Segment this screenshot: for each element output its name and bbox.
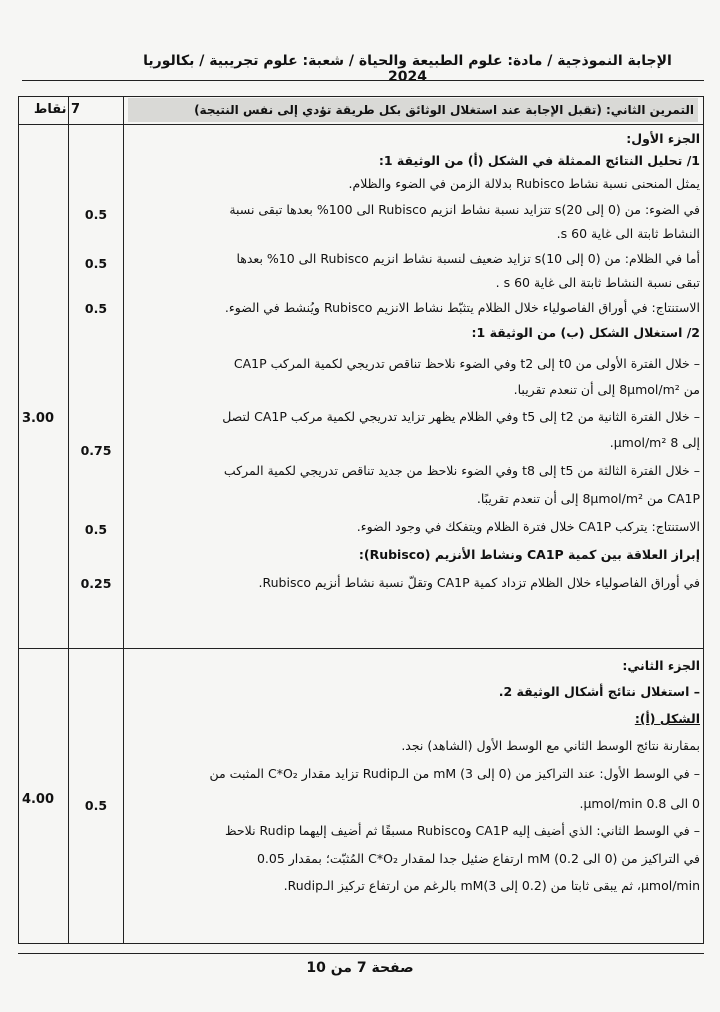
text-line: بمقارنة نتائج الوسط الثاني مع الوسط الأول (الشاهد) نجد. (401, 738, 700, 753)
text-line: µmol/min، ثم يبقى ثابتا من (0.2 إلى 3)mM بالرغم من ارتفاع تركيز الـRudip. (283, 878, 700, 893)
text-line: – في الوسط الثاني: الذي أضيف إليه CA1P وRubisco مسبقًا ثم أضيف إليهما Rudip نلاحظ (225, 823, 700, 838)
text-line: يمثل المنحنى نسبة نشاط Rubisco بدلالة الزمن في الضوء والظلام. (348, 176, 700, 191)
text-line: تبقى نسبة النشاط ثابتة الى غاية 60 s . (495, 275, 700, 290)
part-divider (18, 648, 704, 649)
part2-total: 4.00 (21, 792, 55, 807)
part1-total: 3.00 (21, 411, 55, 426)
text-line: في التراكيز من (0 الى 0.2) mM ارتفاع ضئيل جدا لمقدار C*O₂ المُثبّت؛ بمقدار 0.05 (256, 851, 700, 866)
text-line: النشاط ثابتة الى غاية 60 s. (556, 226, 700, 241)
score-cell: 0.75 (80, 443, 112, 458)
exercise-title: التمرين الثاني: (تقبل الإجابة عند استغلال الوثائق بكل طريقة تؤدي إلى نفس النتيجة) (128, 98, 698, 122)
header-rule (22, 80, 704, 81)
conclusion-line: الاستنتاج: يتركب CA1P خلال فترة الظلام ويتفكك في وجود الضوء. (356, 519, 700, 534)
exercise-points: 7 نقاط (33, 102, 81, 117)
column-divider-total (68, 96, 69, 944)
relation-heading: إبراز العلاقة بين كمية CA1P ونشاط الأنزيم (Rubisco): (358, 547, 700, 562)
conclusion-line: الاستنتاج: في أوراق الفاصولياء خلال الظلام يتثبّط نشاط الانزيم Rubisco ويُنشط في الضوء. (224, 300, 700, 315)
column-divider-score (123, 96, 124, 944)
score-cell: 0.5 (84, 207, 108, 222)
text-line: – في الوسط الأول: عند التراكيز من (0 إلى 3) mM من الـRudip تزايد مقدار C*O₂ المثبت من (209, 766, 700, 781)
figure-a-heading: الشكل (أ): (634, 711, 700, 726)
doc2-heading: – استغلال نتائج أشكال الوثيقة 2. (498, 684, 700, 699)
part2-heading: الجزء الثاني: (622, 658, 700, 673)
score-cell: 0.5 (84, 798, 108, 813)
text-line: CA1P من 8µmol/m² إلى أن تنعدم تقريبًا. (476, 491, 700, 506)
text-line: من 8µmol/m² إلى أن تنعدم تقريبا. (513, 382, 700, 397)
q1-heading: 1/ تحليل النتائج الممثلة في الشكل (أ) من الوثيقة 1: (378, 153, 700, 168)
text-line: 0 الى 0.8 µmol/min. (579, 796, 700, 811)
part1-heading: الجزء الأول: (626, 131, 700, 146)
score-cell: 0.5 (84, 522, 108, 537)
page-number: صفحة 7 من 10 (306, 960, 414, 976)
q2-heading: 2/ استغلال الشكل (ب) من الوثيقة 1: (471, 325, 700, 340)
text-line: – خلال الفترة الثالثة من t5 إلى t8 وفي الضوء نلاحظ من جديد تناقص تدريجي لكمية المركب (223, 463, 700, 478)
score-cell: 0.25 (80, 576, 112, 591)
text-line: أما في الظلام: من (0 إلى 10)s تزايد ضعيف لنسبة نشاط انزيم Rubisco الى 10% بعدها (236, 251, 700, 266)
footer-rule (18, 953, 704, 954)
text-line: في الضوء: من (0 إلى 20)s تتزايد نسبة نشاط انزيم Rubisco الى 100% بعدها تبقى نسبة (229, 202, 700, 217)
score-cell: 0.5 (84, 301, 108, 316)
text-line: – خلال الفترة الأولى من t0 إلى t2 وفي الضوء نلاحظ تناقص تدريجي لكمية المركب CA1P (233, 356, 700, 371)
page-header: الإجابة النموذجية / مادة: علوم الطبيعة والحياة / شعبة: علوم تجريبية / بكالوريا 2024 (143, 53, 672, 85)
title-row-rule (18, 124, 704, 125)
score-cell: 0.5 (84, 256, 108, 271)
text-line: – خلال الفترة الثانية من t2 إلى t5 وفي الظلام يظهر تزايد تدريجي لكمية مركب CA1P لتصل (222, 409, 700, 424)
text-line: في أوراق الفاصولياء خلال الظلام تزداد كمية CA1P وتقلّ نسبة نشاط أنزيم Rubisco. (258, 575, 700, 590)
text-line: إلى 8 µmol/m². (609, 435, 700, 450)
